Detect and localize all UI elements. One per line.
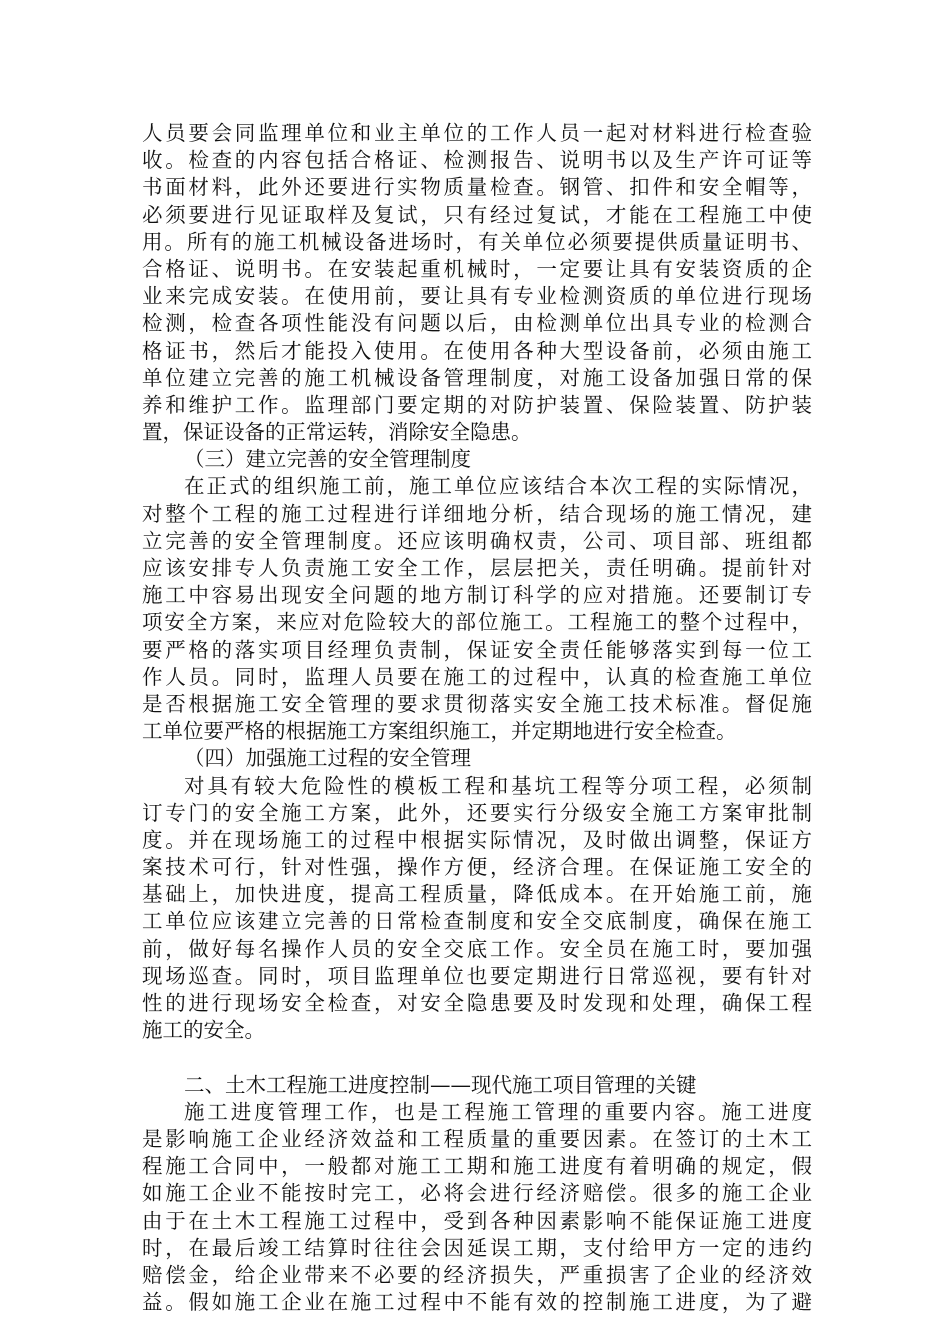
text-line: 人员要会同监理单位和业主单位的工作人员一起对材料进行检查验 — [142, 121, 812, 145]
text-line: 要严格的落实项目经理负责制，保证安全责任能够落实到每一位工 — [142, 637, 812, 662]
text-line: 合格证、说明书。在安装起重机械时，一定要让具有安装资质的企 — [142, 256, 812, 281]
paragraph-safety-management-system — [142, 473, 812, 745]
text-line: 工单位应该建立完善的日常检查制度和安全交底制度，确保在施工 — [142, 909, 812, 934]
paragraph-construction-process-safety — [142, 773, 812, 1045]
text-line: 时，在最后竣工结算时往往会因延误工期，支付给甲方一定的违约 — [142, 1235, 812, 1260]
text-line: 格证书，然后才能投入使用。在使用各种大型设备前，必须由施工 — [142, 338, 812, 363]
text-line: 在正式的组织施工前，施工单位应该结合本次工程的实际情况， — [184, 474, 812, 499]
text-line: 对具有较大危险性的模板工程和基坑工程等分项工程，必须制 — [184, 773, 812, 798]
text-line: 前，做好每名操作人员的安全交底工作。安全员在施工时，要加强 — [142, 936, 812, 961]
text-line: 必须要进行见证取样及复试，只有经过复试，才能在工程施工中使 — [142, 202, 812, 227]
text-line: 施工中容易出现安全问题的地方制订科学的应对措施。还要制订专 — [142, 583, 812, 608]
text-line: 检测，检查各项性能没有问题以后，由检测单位出具专业的检测合 — [142, 311, 812, 336]
text-line: 书面材料，此外还要进行实物质量检查。钢管、扣件和安全帽等， — [142, 175, 812, 200]
text-line: 应该安排专人负责施工安全工作，层层把关，责任明确。提前针对 — [142, 556, 812, 580]
text-line: 单位建立完善的施工机械设备管理制度，对施工设备加强日常的保 — [142, 365, 812, 390]
text-line: 益。假如施工企业在施工过程中不能有效的控制施工进度，为了避 — [142, 1290, 812, 1315]
paragraph-equipment-inspection — [142, 120, 812, 446]
text-line: 收。检查的内容包括合格证、检测报告、说明书以及生产许可证等 — [142, 148, 812, 173]
text-line: 业来完成安装。在使用前，要让具有专业检测资质的单位进行现场 — [142, 284, 812, 309]
text-line: 度。并在现场施工的过程中根据实际情况，及时做出调整，保证方 — [142, 827, 812, 852]
subsection-heading-3: （三）建立完善的安全管理制度 — [184, 447, 471, 472]
text-line: 立完善的安全管理制度。还应该明确权责，公司、项目部、班组都 — [142, 528, 812, 553]
text-line: 由于在土木工程施工过程中，受到各种因素影响不能保证施工进度 — [142, 1208, 812, 1233]
text-line: 对整个工程的施工过程进行详细地分析，结合现场的施工情况，建 — [142, 501, 812, 526]
paragraph-spacer — [142, 1044, 812, 1071]
text-line: 赔偿金，给企业带来不必要的经济损失，严重损害了企业的经济效 — [142, 1262, 812, 1287]
body-text — [142, 120, 812, 1316]
text-line: 性的进行现场安全检查，对安全隐患要及时发现和处理，确保工程 — [142, 991, 812, 1015]
text-line: 养和维护工作。监理部门要定期的对防护装置、保险装置、防护装 — [142, 392, 812, 417]
text-line: 程施工合同中，一般都对施工工期和施工进度有着明确的规定，假 — [142, 1154, 812, 1179]
text-line: 施工进度管理工作，也是工程施工管理的重要内容。施工进度 — [184, 1099, 812, 1124]
text-line: 是否根据施工安全管理的要求贯彻落实安全施工技术标准。督促施 — [142, 691, 812, 716]
text-line: 订专门的安全施工方案，此外，还要实行分级安全施工方案审批制 — [142, 800, 812, 825]
text-line: 工单位要严格的根据施工方案组织施工，并定期地进行安全检查。 — [142, 719, 737, 744]
subsection-heading-4: （四）加强施工过程的安全管理 — [184, 746, 471, 771]
text-line: 是影响施工企业经济效益和工程质量的重要因素。在签订的土木工 — [142, 1126, 812, 1151]
text-line: 现场巡查。同时，项目监理单位也要定期进行日常巡视，要有针对 — [142, 963, 812, 988]
text-line: 用。所有的施工机械设备进场时，有关单位必须要提供质量证明书、 — [142, 229, 812, 254]
text-line: 如施工企业不能按时完工，必将会进行经济赔偿。很多的施工企业 — [142, 1181, 812, 1206]
text-line: 作人员。同时，监理人员要在施工的过程中，认真的检查施工单位 — [142, 664, 812, 689]
text-line: 施工的安全。 — [142, 1018, 265, 1043]
text-line: 置，保证设备的正常运转，消除安全隐患。 — [142, 420, 532, 445]
text-line: 项安全方案，来应对危险较大的部位施工。工程施工的整个过程中， — [142, 610, 812, 635]
section-heading-2: 二、土木工程施工进度控制——现代施工项目管理的关键 — [184, 1072, 697, 1097]
text-line: 基础上，加快进度，提高工程质量，降低成本。在开始施工前，施 — [142, 882, 812, 907]
text-line: 案技术可行，针对性强，操作方便，经济合理。在保证施工安全的 — [142, 855, 812, 880]
paragraph-schedule-control — [142, 1099, 812, 1317]
